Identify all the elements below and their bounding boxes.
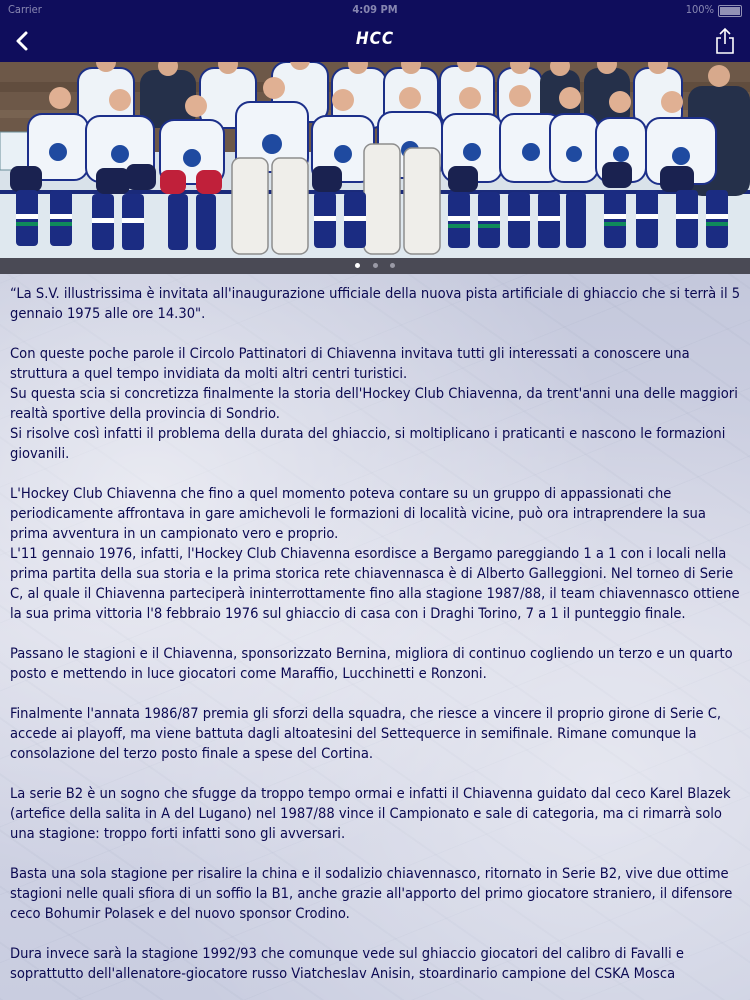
article-paragraph: L'Hockey Club Chiavenna che fino a quel momento poteva contare su un gruppo di appassionati che periodicamente affrontava in gare amichevoli le formazioni di località vicine, può ora intraprendere la sua prima avventura in un campionato vero e proprio. L'11 gennaio 1976, infatti, l'Hockey Club Chiavenna esordisce a Bergamo pareggiando 1 a 1 con i locali nella prima partita della sua storia e la prima storica rete chiavennasca è di Alberto Galleggioni. Nel torneo di Serie C, al quale il Chiavenna parteciperà ininterrottamente fino alla stagione 1987/88, il team chiavennasco ottiene la sua prima vittoria l'8 febbraio 1976 sul ghiaccio di casa con i Draghi Torino, 7 a 1 il punteggio finale.	[10, 485, 740, 622]
carousel-dot[interactable]	[373, 263, 378, 268]
article-paragraph: La serie B2 è un sogno che sfugge da troppo tempo ormai e infatti il Chiavenna guidato dal ceco Karel Blazek (artefice della salita in A del Lugano) nel 1987/88 vince il Campionato e sale di categoria, ma ci rimarrà solo una stagione: troppo forti infatti sono gli avversari.	[10, 785, 731, 842]
history-article	[0, 274, 750, 984]
article-paragraph: Finalmente l'annata 1986/87 premia gli sforzi della squadra, che riesce a vincere il proprio girone di Serie C, accede ai playoff, ma viene battuta dagli altoatesini del Settequerce in semifinale. Rimane comunque la consolazione del terzo posto finale a spese del Cortina.	[10, 705, 722, 762]
article-paragraph: Con queste poche parole il Circolo Pattinatori di Chiavenna invitava tutti gli interessati a conoscere una struttura a quel tempo invidiata da molti altri centri turistici. Su questa scia si concretizza finalmente la storia dell'Hockey Club Chiavenna, da trent'anni una delle maggiori realtà sportive della provincia di Sondrio. Si risolve così infatti il problema della durata del ghiaccio, si moltiplicano i praticanti e nascono le formazioni giovanili.	[10, 345, 738, 462]
share-icon	[712, 26, 738, 56]
battery-icon	[718, 5, 742, 17]
status-time: 4:09 PM	[352, 3, 398, 16]
carrier-label: Carrier	[8, 3, 42, 16]
navigation-bar	[0, 20, 750, 62]
page-title: HCC	[355, 29, 395, 49]
article-scroll-area[interactable]	[0, 274, 750, 1000]
article-paragraph: Passano le stagioni e il Chiavenna, sponsorizzato Bernina, migliora di continuo cogliendo un terzo e un quarto posto e mettendo in luce giocatori come Maraffio, Lucchinetti e Ronzoni.	[10, 645, 733, 682]
carousel-dot[interactable]	[390, 263, 395, 268]
status-bar	[0, 0, 750, 20]
carousel-page-indicator[interactable]	[0, 258, 750, 274]
team-photo	[0, 62, 750, 258]
team-photo-carousel[interactable]	[0, 62, 750, 258]
article-paragraph: Basta una sola stagione per risalire la china e il sodalizio chiavennasco, ritornato in Serie B2, vive due ottime stagioni nelle quali sfiora di un soffio la B1, anche grazie all'apporto del primo giocatore straniero, il difensore ceco Bohumir Polasek e del nuovo sponsor Crodino.	[10, 865, 733, 922]
article-paragraph: “La S.V. illustrissima è invitata all'inaugurazione ufficiale della nuova pista artificiale di ghiaccio che si terrà il 5 gennaio 1975 alle ore 14.30".	[10, 285, 741, 322]
article-paragraph: Dura invece sarà la stagione 1992/93 che comunque vede sul ghiaccio giocatori del calibro di Favalli e soprattutto dell'allenatore-giocatore russo Viatcheslav Anisin, stoardinario campione del CSKA Mosca	[10, 945, 684, 982]
carousel-dot[interactable]	[355, 263, 360, 268]
battery-percent: 100%	[685, 3, 714, 16]
share-button[interactable]	[712, 26, 738, 56]
